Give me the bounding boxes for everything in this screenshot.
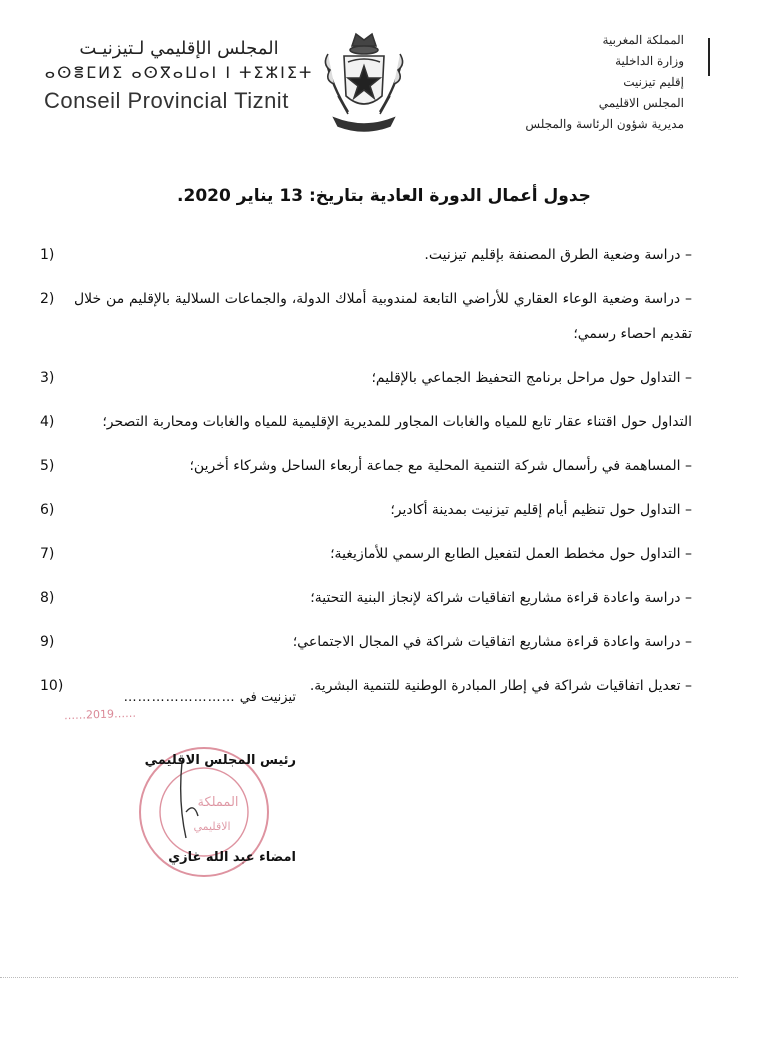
kingdom-line: المملكة المغربية bbox=[602, 33, 684, 47]
agenda-item bbox=[40, 625, 692, 660]
agenda-item-number: 1) bbox=[40, 247, 55, 263]
province-line: إقليم تيزنيت bbox=[623, 75, 684, 89]
agenda-list bbox=[40, 238, 692, 713]
agenda-item bbox=[40, 405, 692, 440]
agenda-item bbox=[40, 238, 692, 273]
margin-mark bbox=[708, 38, 710, 76]
ministry-line: وزارة الداخلية bbox=[615, 54, 684, 68]
agenda-item-number: 10) bbox=[40, 678, 64, 694]
agenda-item-text: – التداول حول مخطط العمل لتفعيل الطابع الرسمي للأمازيغية؛ bbox=[330, 546, 692, 562]
agenda-item-number: 2) bbox=[40, 291, 55, 307]
agenda-item-text: – التداول حول مراحل برنامج التحفيظ الجماعي بالإقليم؛ bbox=[371, 370, 692, 386]
agenda-item-text: – دراسة واعادة قراءة مشاريع اتفاقيات شراكة لإنجاز البنية التحتية؛ bbox=[310, 590, 692, 606]
agenda-item-number: 3) bbox=[40, 370, 55, 386]
agenda-item-text: – دراسة واعادة قراءة مشاريع اتفاقيات شراكة في المجال الاجتماعي؛ bbox=[292, 634, 692, 650]
agenda-item bbox=[40, 581, 692, 616]
agenda-item bbox=[40, 537, 692, 572]
coat-of-arms-icon bbox=[318, 26, 410, 138]
agenda-item bbox=[40, 449, 692, 484]
date-stamp: ……2019…… bbox=[63, 706, 137, 723]
stamp-text-top: المملكة bbox=[197, 795, 239, 810]
signatory-name: امضاء عبد الله غازي bbox=[168, 850, 296, 865]
agenda-item bbox=[40, 282, 692, 352]
agenda-item-number: 8) bbox=[40, 590, 55, 606]
agenda-item-number: 7) bbox=[40, 546, 55, 562]
agenda-item-number: 5) bbox=[40, 458, 55, 474]
directorate-line: مديرية شؤون الرئاسة والمجلس bbox=[525, 117, 684, 131]
signatory-role: رئيس المجلس الاقليمي bbox=[144, 753, 296, 768]
signature-place bbox=[96, 690, 296, 705]
footer-divider bbox=[0, 977, 738, 978]
document-title: جدول أعمال الدورة العادية بتاريخ: 13 يناير 2020. bbox=[177, 186, 591, 206]
agenda-item-text: – تعديل اتفاقيات شراكة في إطار المبادرة الوطنية للتنمية البشرية. bbox=[309, 678, 692, 694]
agenda-item-text: – دراسة وضعية الطرق المصنفة بإقليم تيزنيت. bbox=[424, 247, 692, 263]
agenda-item-number: 6) bbox=[40, 502, 55, 518]
signature-block bbox=[96, 690, 296, 865]
agenda-item bbox=[40, 361, 692, 396]
stamp-text-bottom: الاقليمي bbox=[193, 820, 231, 833]
council-name-french: Conseil Provincial Tiznit bbox=[44, 88, 289, 113]
agenda-item-text: – المساهمة في رأسمال شركة التنمية المحلية مع جماعة أربعاء الساحل وشركاء أخرين؛ bbox=[189, 458, 692, 474]
agenda-item-number: 4) bbox=[40, 414, 55, 430]
place-label: تيزنيت في bbox=[239, 690, 296, 705]
council-name-arabic: المجلس الإقليمي لـتيزنيـت bbox=[79, 38, 279, 59]
ministry-block bbox=[525, 30, 684, 135]
agenda-item-text: التداول حول اقتناء عقار تابع للمياه والغابات المجاور للمديرية الإقليمية للمياه والغابات ومحاربة التصحر؛ bbox=[102, 414, 692, 430]
agenda-item-text: – التداول حول تنظيم أيام إقليم تيزنيت بمدينة أكادير؛ bbox=[390, 502, 692, 518]
council-line: المجلس الاقليمي bbox=[598, 96, 684, 110]
agenda-item-text: – دراسة وضعية الوعاء العقاري للأراضي التابعة لمندوبية أملاك الدولة، والجماعات السلالية بالإقليم من خلال تقديم احصاء رسمي؛ bbox=[74, 291, 692, 342]
council-name-tifinagh: ⴰⵙⴻⵎⵍⵉ ⴰⵙⴳⴰⵡⴰⵏ ⵏ ⵜⵉⵣⵏⵉⵜ bbox=[44, 63, 314, 82]
agenda-item bbox=[40, 493, 692, 528]
place-dots: …………………… bbox=[123, 690, 236, 705]
agenda-item-number: 9) bbox=[40, 634, 55, 650]
council-brand bbox=[44, 38, 314, 114]
